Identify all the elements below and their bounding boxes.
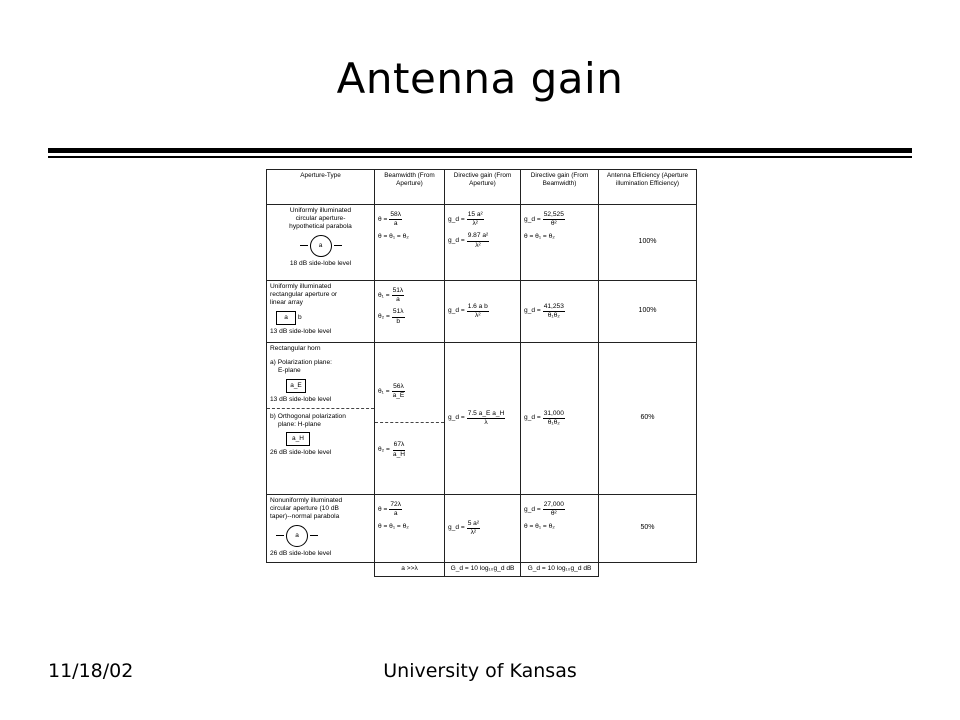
sidelobe-level: 18 dB side-lobe level (289, 259, 352, 267)
gain-beamwidth-cell (521, 205, 599, 281)
gain-formula: g_d = $\frac{52,525}{\text{θ²}}$ (524, 211, 564, 228)
gain-formula: g_d = $\frac{\text{5 a²}}{\text{λ²}}$ (448, 519, 480, 536)
plane-separator (375, 422, 444, 423)
table-row (267, 343, 697, 495)
sidelobe-level: 13 dB side-lobe level (270, 327, 332, 335)
beamwidth-equality: θ = θ₁ = θ₂ (524, 233, 555, 241)
gain-aperture-cell (445, 495, 521, 563)
plane-separator (267, 408, 374, 409)
condition-cell: a >>λ (375, 563, 445, 577)
efficiency-cell: 100% (599, 205, 697, 281)
empty-cell (267, 563, 375, 577)
aperture-side-label: b (298, 313, 302, 321)
aperture-rectangle: a (276, 311, 296, 325)
beamwidth-equality: θ = θ₁ = θ₂ (524, 523, 555, 531)
beamwidth-formula: θ = $\frac{58\lambda}{a}$ (378, 211, 401, 228)
antenna-gain-table (266, 169, 697, 577)
horn-rectangle-h: a_H (286, 432, 310, 446)
aperture-line: linear array (270, 299, 303, 307)
aperture-line: Nonuniformly illuminated (270, 497, 343, 504)
aperture-line: circular aperture (10 dB (270, 505, 339, 513)
aperture-line: plane: H-plane (278, 421, 321, 429)
empty-cell (599, 563, 697, 577)
aperture-circle: a (310, 235, 332, 257)
beamwidth-formula: θ₁ = $\frac{56\lambda}{a\_E}$ (378, 383, 405, 400)
gain-aperture-cell (445, 205, 521, 281)
gain-formula: g_d = $\frac{\text{9.87 a²}}{\text{λ²}}$ (448, 232, 489, 249)
footer-date: 11/18/02 (48, 660, 134, 682)
aperture-cell (267, 495, 375, 563)
title-divider-thin (48, 156, 912, 158)
aperture-title: Rectangular horn (270, 345, 321, 352)
footer-organization: University of Kansas (383, 660, 577, 682)
title-divider-thick (48, 148, 912, 153)
beamwidth-equality: θ = θ₁ = θ₂ (378, 523, 409, 531)
beamwidth-cell (375, 281, 445, 343)
circular-aperture-figure (270, 525, 371, 547)
db-conversion-cell: G_d = 10 log₁₀g_d dB (521, 563, 599, 577)
aperture-line: a) Polarization plane: (270, 359, 332, 367)
aperture-line: b) Orthogonal polarization (270, 412, 346, 420)
beamwidth-cell (375, 343, 445, 495)
gain-beamwidth-cell (521, 495, 599, 563)
e-plane-figure (270, 379, 371, 393)
slide-title: Antenna gain (336, 54, 624, 103)
aperture-line: E-plane (278, 367, 301, 375)
db-conversion-cell: G_d = 10 log₁₀g_d dB (445, 563, 521, 577)
efficiency-cell: 60% (599, 343, 697, 495)
beamwidth-formula: θ₂ = $\frac{51\lambda}{b}$ (378, 308, 404, 325)
horn-rectangle-e: a_E (286, 379, 306, 393)
header-gain-aperture: Directive gain (From Aperture) (445, 170, 521, 205)
header-aperture-type: Aperture-Type (267, 170, 375, 205)
aperture-cell (267, 281, 375, 343)
table-header-row (267, 170, 697, 205)
efficiency-cell: 50% (599, 495, 697, 563)
table-row (267, 281, 697, 343)
gain-aperture-cell (445, 281, 521, 343)
aperture-line: circular aperture- (295, 215, 346, 223)
aperture-line: rectangular aperture or (270, 291, 338, 299)
circular-aperture-figure (270, 235, 371, 257)
beamwidth-formula: θ₁ = $\frac{51\lambda}{a}$ (378, 287, 404, 304)
gain-formula: g_d = $\frac{41,253}{\text{θ₁θ₂}}$ (524, 302, 564, 319)
gain-beamwidth-cell (521, 281, 599, 343)
h-plane-figure (270, 432, 371, 446)
aperture-line: hypothetical parabola (289, 223, 352, 231)
beamwidth-formula: θ = $\frac{72\lambda}{a}$ (378, 501, 401, 518)
gain-formula: g_d = $\frac{\text{1.6 a b}}{\text{λ²}}$ (448, 302, 488, 319)
aperture-line: Uniformly illuminated (289, 207, 352, 214)
header-efficiency: Antenna Efficiency (Aperture illumination Efficiency) (599, 170, 697, 205)
sidelobe-level: 26 dB side-lobe level (270, 549, 332, 557)
beamwidth-formula: θ₂ = $\frac{67\lambda}{a\_H}$ (378, 441, 406, 458)
header-gain-beamwidth: Directive gain (From Beamwidth) (521, 170, 599, 205)
rectangular-aperture-figure (270, 311, 371, 325)
aperture-cell (267, 343, 375, 495)
gain-beamwidth-cell (521, 343, 599, 495)
sidelobe-level: 13 dB side-lobe level (270, 395, 332, 403)
table-footer-row (267, 563, 697, 577)
beamwidth-equality: θ = θ₁ = θ₂ (378, 233, 409, 241)
gain-formula: g_d = $\frac{31,000}{\text{θ₁θ₂}}$ (524, 409, 564, 426)
gain-aperture-cell (445, 343, 521, 495)
aperture-circle: a (286, 525, 308, 547)
sidelobe-level: 26 dB side-lobe level (270, 449, 332, 457)
table-row (267, 495, 697, 563)
aperture-cell (267, 205, 375, 281)
header-beamwidth: Beamwidth (From Aperture) (375, 170, 445, 205)
aperture-line: taper)--normal parabola (270, 513, 340, 521)
gain-formula: g_d = $\frac{27,000}{\text{θ²}}$ (524, 501, 564, 518)
efficiency-cell: 100% (599, 281, 697, 343)
gain-formula: g_d = $\frac{\text{7.5 a\_E a\_H}}{\lambda}$ (448, 409, 505, 426)
aperture-line: Uniformly illuminated (270, 283, 332, 290)
beamwidth-cell (375, 205, 445, 281)
table-row (267, 205, 697, 281)
gain-formula: g_d = $\frac{\text{15 a²}}{\text{λ²}}$ (448, 211, 483, 228)
beamwidth-cell (375, 495, 445, 563)
